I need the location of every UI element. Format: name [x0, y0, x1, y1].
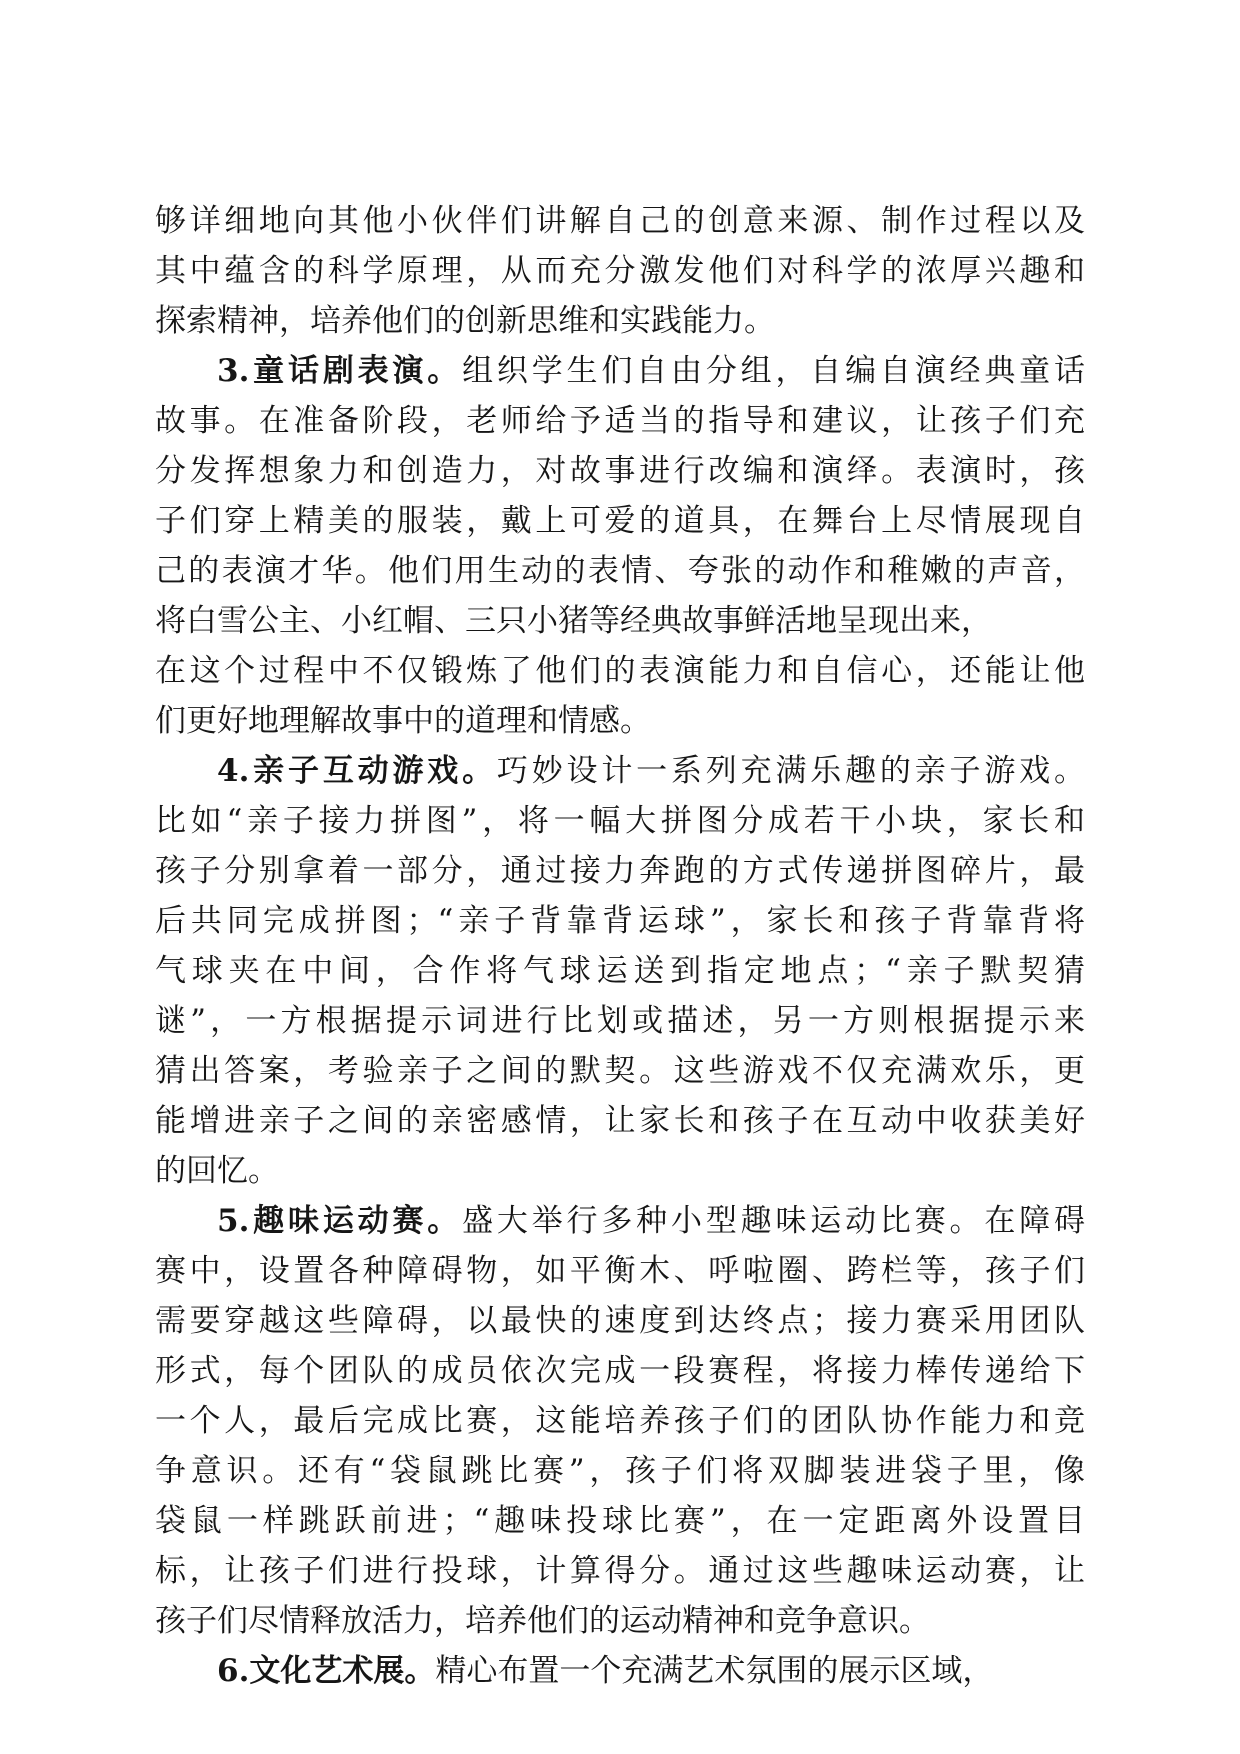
- text-line: 子们穿上精美的服装，戴上可爱的道具，在舞台上尽情展现自: [155, 503, 1085, 539]
- text-line: 探索精神，培养他们的创新思维和实践能力。: [155, 303, 775, 339]
- section-6-text: 精心布置一个充满艺术氛围的展示区域，: [435, 1653, 994, 1689]
- section-6-heading: 6.文化艺术展。: [217, 1653, 436, 1689]
- text-line: 一个人，最后完成比赛，这能培养孩子们的团队协作能力和竞: [155, 1403, 1085, 1439]
- text-line: 分发挥想象力和创造力，对故事进行改编和演绎。表演时，孩: [155, 453, 1085, 489]
- text-line: 猜出答案，考验亲子之间的默契。这些游戏不仅充满欢乐，更: [155, 1053, 1085, 1089]
- text-line: 在这个过程中不仅锻炼了他们的表演能力和自信心，还能让他: [155, 653, 1085, 689]
- section-5-heading: 5.趣味运动赛。: [217, 1203, 463, 1239]
- section-5-first-line: [155, 1196, 1085, 1246]
- text-line: 形式，每个团队的成员依次完成一段赛程，将接力棒传递给下: [155, 1353, 1085, 1389]
- text-line: 故事。在准备阶段，老师给予适当的指导和建议，让孩子们充: [155, 403, 1085, 439]
- body-text: [155, 196, 1085, 1696]
- text-line: 标，让孩子们进行投球，计算得分。通过这些趣味运动赛，让: [155, 1553, 1085, 1589]
- text-line: 袋鼠一样跳跃前进；“趣味投球比赛”，在一定距离外设置目: [155, 1503, 1085, 1539]
- section-4-heading: 4.亲子互动游戏。: [217, 753, 497, 789]
- section-6-first-line: [155, 1646, 1085, 1696]
- section-5-text: 盛大举行多种小型趣味运动比赛。在障碍: [462, 1203, 1085, 1239]
- text-line: 孩子分别拿着一部分，通过接力奔跑的方式传递拼图碎片，最: [155, 853, 1085, 889]
- text-line: 其中蕴含的科学原理，从而充分激发他们对科学的浓厚兴趣和: [155, 253, 1085, 289]
- section-3-first-line: [155, 346, 1085, 396]
- text-line: 争意识。还有“袋鼠跳比赛”，孩子们将双脚装进袋子里，像: [155, 1453, 1085, 1489]
- text-line: 后共同完成拼图；“亲子背靠背运球”，家长和孩子背靠背将: [155, 903, 1085, 939]
- text-line: 气球夹在中间，合作将气球运送到指定地点；“亲子默契猜: [155, 953, 1085, 989]
- text-line: 们更好地理解故事中的道理和情感。: [155, 703, 651, 739]
- text-line: 己的表演才华。他们用生动的表情、夸张的动作和稚嫩的声音，: [155, 553, 1085, 589]
- text-line: 比如“亲子接力拼图”，将一幅大拼图分成若干小块，家长和: [155, 803, 1085, 839]
- text-line: 孩子们尽情释放活力，培养他们的运动精神和竞争意识。: [155, 1603, 930, 1639]
- section-4-first-line: [155, 746, 1085, 796]
- text-line: 需要穿越这些障碍，以最快的速度到达终点；接力赛采用团队: [155, 1303, 1085, 1339]
- section-4-text: 巧妙设计一系列充满乐趣的亲子游戏。: [496, 753, 1085, 789]
- text-line: 赛中，设置各种障碍物，如平衡木、呼啦圈、跨栏等，孩子们: [155, 1253, 1085, 1289]
- text-line: 能增进亲子之间的亲密感情，让家长和孩子在互动中收获美好: [155, 1103, 1085, 1139]
- text-line: 谜”，一方根据提示词进行比划或描述，另一方则根据提示来: [155, 1003, 1085, 1039]
- text-line: 的回忆。: [155, 1153, 279, 1189]
- section-3-heading: 3.童话剧表演。: [217, 353, 463, 389]
- text-line: 够详细地向其他小伙伴们讲解自己的创意来源、制作过程以及: [155, 203, 1085, 239]
- section-3-text: 组织学生们自由分组，自编自演经典童话: [462, 353, 1085, 389]
- text-line: 将白雪公主、小红帽、三只小猪等经典故事鲜活地呈现出来，: [155, 603, 992, 639]
